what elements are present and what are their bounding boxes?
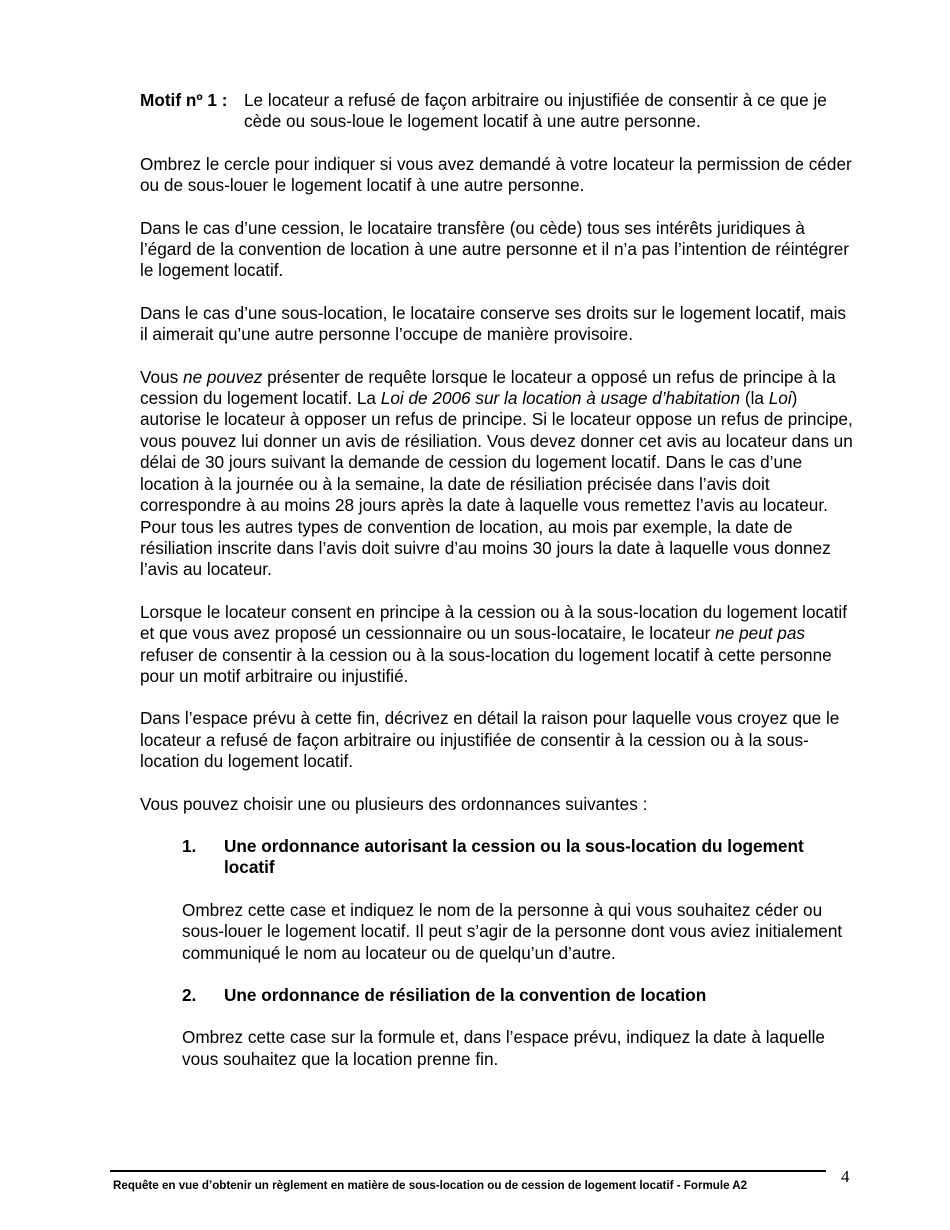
emphasis-ne-pouvez: ne pouvez (183, 366, 263, 387)
order-title: Une ordonnance de résiliation de la convention de location (224, 985, 707, 1005)
order-1-heading (182, 836, 858, 879)
paragraph-describe-reason: Dans l’espace prévu à cette fin, décrivez en détail la raison pour laquelle vous croyez que le locateur a refusé de façon arbitraire ou injustifiée de consentir à la cession ou à la sous-location du logement locatif. (140, 708, 840, 772)
order-1-description: Ombrez cette case et indiquez le nom de la personne à qui vous souhaitez céder ou sous-louer le logement locatif. Il peut s’agir de la personne dont vous aviez initialement communiqué le nom au locateur ou de quelqu’un d’autre. (182, 899, 843, 963)
text-run: Lorsque le locateur consent en principe à la cession ou à la sous-location du logement locatif et que vous avez proposé un cessionnaire ou un sous-locataire, le locateur (140, 601, 848, 644)
law-short-name: Loi (768, 388, 792, 409)
emphasis-ne-peut-pas: ne peut pas (715, 623, 806, 644)
motif-label: Motif nº 1 : (140, 90, 228, 110)
paragraph-shade-circle: Ombrez le cercle pour indiquer si vous avez demandé à votre locateur la permission de céder ou de sous-louer le logement locatif à une autre personne. (140, 153, 852, 196)
order-title: Une ordonnance autorisant la cession ou la sous-location du logement locatif (224, 835, 804, 878)
order-number: 2. (182, 985, 197, 1005)
text-run: (la (740, 388, 769, 409)
motif-heading (140, 90, 858, 133)
text-run: refuser de consentir à la cession ou à la sous-location du logement locatif à cette personne pour un motif arbitraire ou injustifié. (140, 644, 832, 686)
motif-text: Le locateur a refusé de façon arbitraire ou injustifiée de consentir à ce que je cède ou sous-loue le logement locatif à une autre personne. (244, 90, 827, 132)
paragraph-sublet-definition: Dans le cas d’une sous-location, le locataire conserve ses droits sur le logement locatif, mais il aimerait qu’une autre personne l’occupe de manière provisoire. (140, 302, 846, 345)
paragraph-cession-definition: Dans le cas d’une cession, le locataire transfère (ou cède) tous ses intérêts juridiques à l’égard de la convention de location à une autre personne et il n’a pas l’intention de réintégrer le logement locatif. (140, 217, 849, 281)
order-2-description: Ombrez cette case sur la formule et, dans l’espace prévu, indiquez la date à laquelle vous souhaitez que la location prenne fin. (182, 1027, 825, 1069)
order-2-heading (182, 985, 858, 1006)
footer-form-title: Requête en vue d’obtenir un règlement en matière de sous-location ou de cession de logement locatif - Formule A2 (113, 1179, 748, 1192)
order-number: 1. (182, 835, 197, 856)
text-run: ) autorise le locateur à opposer un refus de principe. Si le locateur oppose un refus de principe, vous pouvez lui donner un avis de résiliation. Vous devez donner cet avis au locateur dans un délai de 30 jours suivant la demande de cession du logement locatif. Dans le cas d’une location à la journée ou à la semaine, la date de résiliation précisée dans l’avis doit correspondre à au moins 28 jours après la date à laquelle vous remettez l’avis au locateur. Pour tous les autres types de convention de location, au mois par exemple, la date de résiliation inscrite dans l’avis doit suivre d’au moins 30 jours la date à laquelle vous donnez l’avis au locateur. (140, 388, 853, 580)
paragraph-consent-in-principle (140, 602, 858, 688)
paragraph-refusal-in-principle (140, 367, 858, 581)
page-body (140, 90, 858, 1091)
text-run: Vous (140, 366, 184, 387)
text-run: présenter de requête lorsque le locateur a opposé un refus de principe à la cession du logement locatif. La (140, 366, 836, 409)
page-number: 4 (841, 1167, 850, 1186)
law-title: Loi de 2006 sur la location à usage d’habitation (380, 388, 741, 409)
footer-divider (110, 1170, 826, 1172)
paragraph-choose-orders: Vous pouvez choisir une ou plusieurs des ordonnances suivantes : (140, 793, 648, 814)
